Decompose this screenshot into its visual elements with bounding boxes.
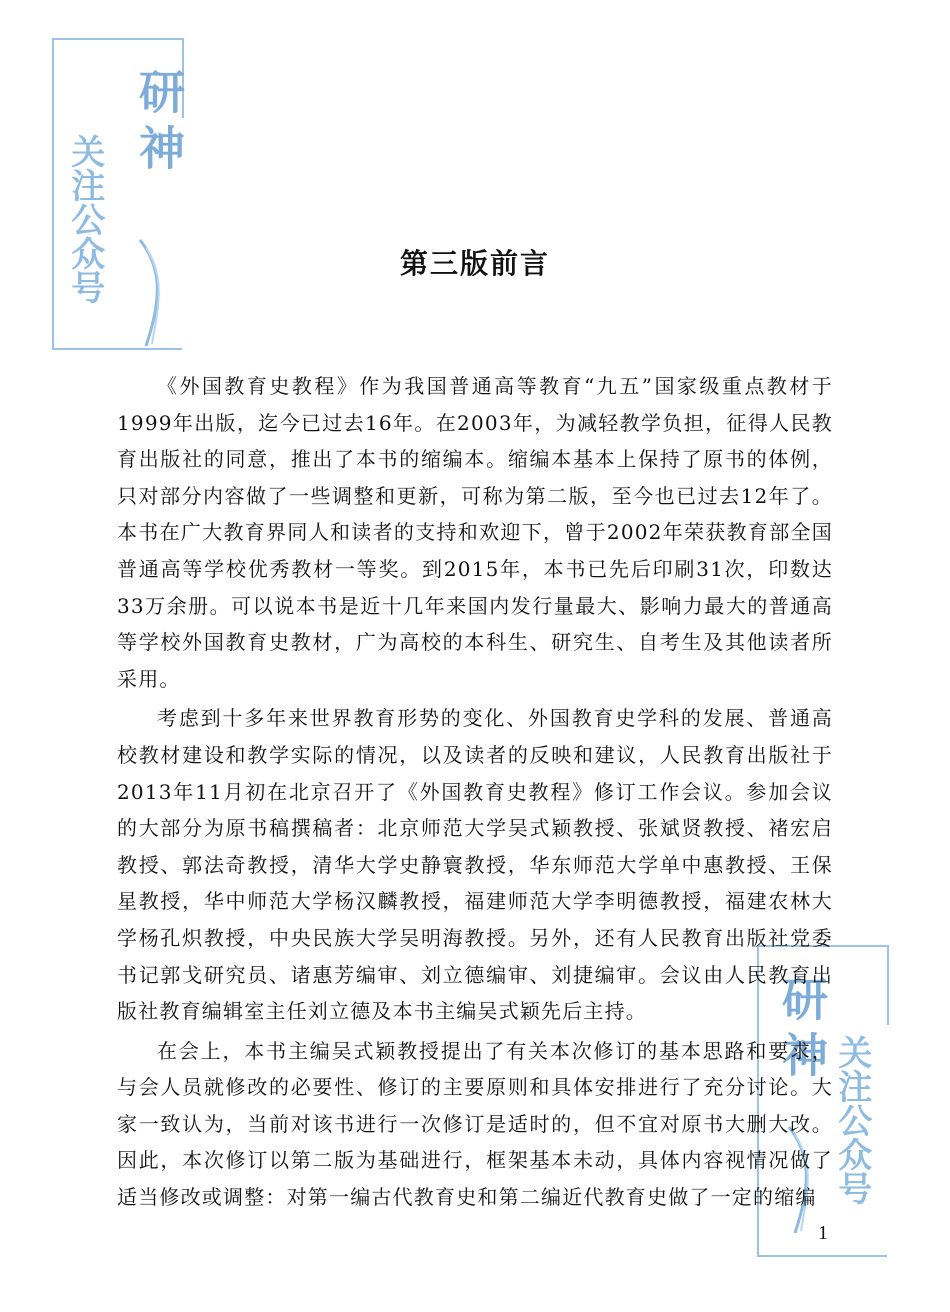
watermark-big-text: 研神 — [132, 68, 186, 180]
stamp-border-bottom — [757, 1255, 887, 1257]
watermark-small-text: 关注公众号 — [64, 134, 105, 304]
stamp-border-bottom — [52, 348, 182, 350]
stamp-border-top — [52, 38, 182, 40]
page-title: 第三版前言 — [399, 247, 550, 280]
watermark-stamp-top — [52, 38, 186, 348]
paragraph-2: 考虑到十多年来世界教育形势的变化、外国教育史学科的发展、普通高校教材建设和教学实际的情况，以及读者的反映和建议，人民教育出版社于2013年11月初在北京召开了《外国教育史教程》修订工作会议。参加会议的大部分为原书稿撰稿者：北京师范大学吴式颖教授、张斌贤教授、褚宏启教授、郭法奇教授，清华大学史静寰教授，华东师范大学单中惠教授、王保星教授，华中师范大学杨汉麟教授，福建师范大学李明德教授，福建农林大学杨孔炽教授，中央民族大学吴明海教授。另外，还有人民教育出版社党委书记郭戈研究员、诸惠芳编审、刘立德编审、刘捷编审。会议由人民教育出版社教育编辑室主任刘立德及本书主编吴式颖先后主持。 — [117, 706, 833, 1024]
stamp-border-right — [887, 945, 889, 1025]
stamp-border-left — [52, 38, 54, 348]
document-body — [117, 368, 833, 1219]
paragraph-1: 《外国教育史教程》作为我国普通高等教育“九五”国家级重点教材于1999年出版，迄今已过去16年。在2003年，为减轻教学负担，征得人民教育出版社的同意，推出了本书的缩编本。缩编本基本上保持了原书的体例，只对部分内容做了一些调整和更新，可称为第二版，至今也已过去12年了。本书在广大教育界同人和读者的支持和欢迎下，曾于2002年荣获教育部全国普通高等学校优秀教材一等奖。到2015年，本书已先后印刷31次，印数达33万余册。可以说本书是近十几年来国内发行量最大、影响力最大的普通高等学校外国教育史教材，广为高校的本科生、研究生、自考生及其他读者所采用。 — [117, 374, 833, 691]
paragraph-3: 在会上，本书主编吴式颖教授提出了有关本次修订的基本思路和要求，与会人员就修改的必要性、修订的主要原则和具体安排进行了充分讨论。大家一致认为，当前对该书进行一次修订是适时的，但不宜对原书大删大改。因此，本次修订以第二版为基础进行，框架基本未动，具体内容视情况做了适当修改或调整：对第一编古代教育史和第二编近代教育史做了一定的缩编 — [117, 1038, 833, 1210]
page-number: 1 — [818, 1222, 828, 1244]
watermark-big-text: 研神 — [775, 975, 829, 1087]
watermark-small-text: 关注公众号 — [831, 1035, 872, 1205]
